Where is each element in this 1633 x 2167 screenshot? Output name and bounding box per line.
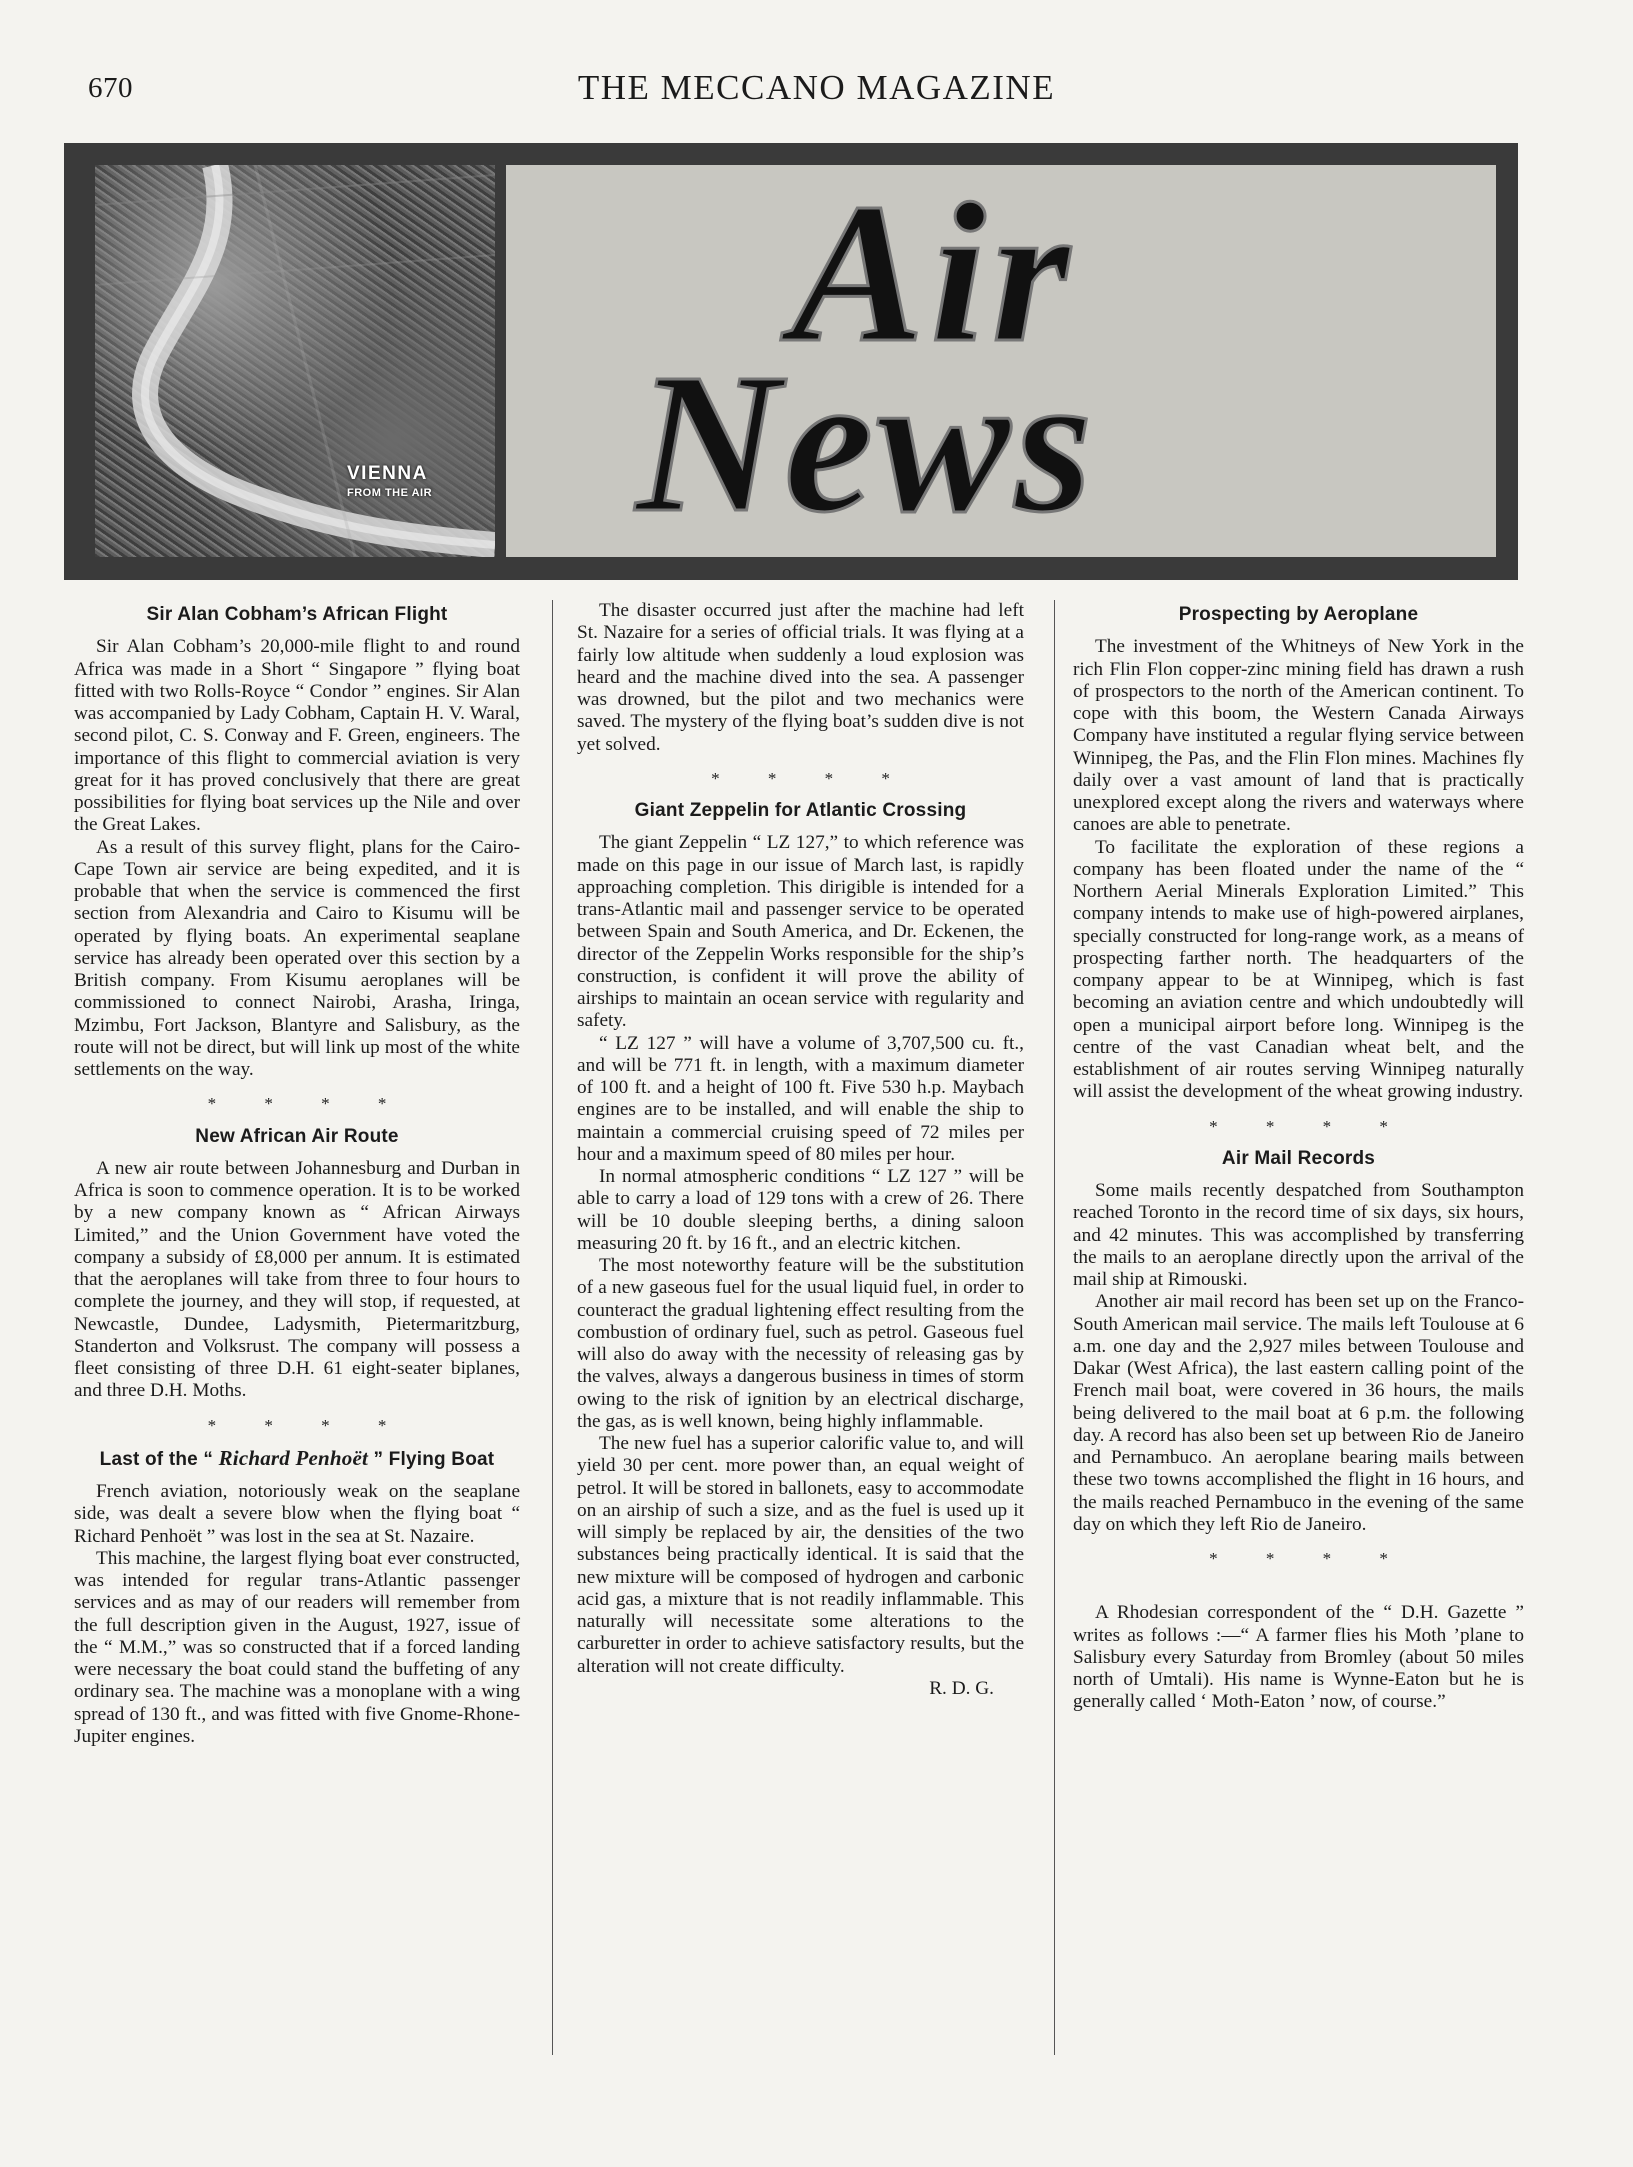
magazine-title: THE MECCANO MAGAZINE xyxy=(577,68,1056,107)
column-3 xyxy=(1073,600,1524,1714)
heading-italic-part: Richard Penhoët xyxy=(218,1445,369,1470)
article-heading: Air Mail Records xyxy=(1221,1147,1376,1169)
paragraph: The new fuel has a superior calorific value to, and will yield 30 per cent. more power than, an equal weight of petrol. It will be stored in ballonets, easy to accommodate on an airship of such a size, and as the fuel is used up it will simply be replaced by air, the densities of the two substances being practically identical. It is said that the new mixture will be composed of hydrogen and carbonic acid gas, a mixture that is not readily inflammable. This naturally will necessitate some alterations to the carburetter in order to achieve satisfactory results, but the alteration will not create difficulty. xyxy=(577,1433,1024,1677)
paragraph: The disaster occurred just after the machine had left St. Nazaire for a series of official trials. It was flying at a fairly low altitude when suddenly a loud explosion was heard and the machine dived into the sea. A passenger was drowned, but the pilot and two mechanics were saved. The mystery of the flying boat’s sudden dive is not yet solved. xyxy=(577,600,1024,755)
section-separator: * * * * xyxy=(207,1415,409,1435)
heading-part: Last of the “ xyxy=(99,1448,219,1470)
paragraph: Some mails recently despatched from Southampton reached Toronto in the record time of six days, six hours, and 42 minutes. This was accomplished by transferring the mails to an aeroplane directly upon the arrival of the mail ship at Rimouski. xyxy=(1073,1180,1524,1290)
section-separator: * * * * xyxy=(1209,1116,1410,1136)
section-separator: * * * * xyxy=(207,1094,409,1114)
article-heading xyxy=(74,1447,520,1471)
article-heading: New African Air Route xyxy=(195,1125,399,1147)
paragraph: In normal atmospheric conditions “ LZ 127 ” will be able to carry a load of 129 tons with a crew of 26. There will be 10 double sleeping berths, a dining saloon measuring 20 ft. by 16 ft., and an electric kitchen. xyxy=(577,1166,1024,1254)
article-heading: Giant Zeppelin for Atlantic Crossing xyxy=(634,800,967,821)
paragraph: As a result of this survey flight, plans for the Cairo-Cape Town air service are being expedited, and it is probable that when the service is commenced the first section from Alexandria and Cairo to Kisumu will be operated by flying boats. An experimental seaplane service has already been operated over this section by a British company. From Kisumu aeroplanes will be commissioned to connect Nairobi, Arasha, Iringa, Mzimbu, Fort Jackson, Blantyre and Salisbury, as the route will not be direct, but will link up most of the white settlements on the way. xyxy=(74,836,520,1080)
column-2 xyxy=(577,600,1024,1700)
vienna-aerial-photo xyxy=(95,165,495,557)
article-heading: Sir Alan Cobham’s African Flight xyxy=(146,604,448,625)
paragraph: “ LZ 127 ” will have a volume of 3,707,500 cu. ft., and will be 771 ft. in length, with a maximum diameter of 100 ft. and a height of 100 ft. Five 530 h.p. Maybach engines are to be installed, and will enable the ship to maintain a commercial cruising speed of 72 miles per hour and a maximum speed of 80 miles per hour. xyxy=(577,1032,1024,1165)
author-signature: R. D. G. xyxy=(929,1677,994,1699)
paragraph: This machine, the largest flying boat ever constructed, was intended for regular trans-Atlantic passenger services and as may of our readers will remember from the full description given in the August, 1927, issue of the “ M.M.,” was so constructed that if a forced landing were necessary the boat could stand the buffeting of any ordinary sea. The machine was a monoplane with a wing spread of 130 ft., and was fitted with five Gnome-Rhone-Jupiter engines. xyxy=(74,1547,520,1747)
paragraph: Sir Alan Cobham’s 20,000-mile flight to and round Africa was made in a Short “ Singapore ” flying boat fitted with two Rolls-Royce “ Condor ” engines. Sir Alan was accompanied by Lady Cobham, Captain H. V. Waral, second pilot, C. S. Conway and F. Green, engineers. The importance of this flight to commercial aviation is very great for it has proved conclusively that there are great possibilities for flying boat services up the Nile and over the Great Lakes. xyxy=(74,636,520,836)
section-separator: * * * * xyxy=(1209,1549,1410,1568)
paragraph: The giant Zeppelin “ LZ 127,” to which reference was made on this page in our issue of March last, is rapidly approaching completion. This dirigible is intended for a trans-Atlantic mail and passenger service to be operated between Spain and South America, and Dr. Eckenen, the director of the Zeppelin Works responsible for the ship’s construction, is confident it will prove the ability of airships to maintain an ocean service with regularity and safety. xyxy=(577,832,1024,1032)
photo-caption-title: VIENNA xyxy=(347,463,428,484)
section-separator: * * * * xyxy=(711,768,912,788)
spacer xyxy=(1073,1580,1524,1602)
paragraph: The most noteworthy feature will be the substitution of a new gaseous fuel for the usual liquid fuel, in order to counteract the gradual lightening effect resulting from the combustion of ordinary fuel, such as petrol. Gaseous fuel will also do away with the necessity of releasing gas by the valves, always a dangerous business in times of storm owing to the risk of ignition by an electrical discharge, the gas, as is well known, being highly inflammable. xyxy=(577,1255,1024,1432)
article-heading: Prospecting by Aeroplane xyxy=(1178,604,1419,625)
title-word-air: Air xyxy=(791,165,1076,384)
photo-caption-subtitle: FROM THE AIR xyxy=(347,487,433,499)
title-word-news: News xyxy=(636,333,1097,554)
paragraph: French aviation, notoriously weak on the seaplane side, was dealt a severe blow when the flying boat “ Richard Penhoët ” was lost in the sea at St. Nazaire. xyxy=(74,1481,520,1547)
column-divider xyxy=(552,600,553,2055)
page-number: 670 xyxy=(88,72,133,104)
air-news-banner xyxy=(64,143,1518,580)
paragraph: To facilitate the exploration of these regions a company has been floated under the name of the “ Northern Aerial Minerals Exploration Limited.” This company intends to make use of high-powered airplanes, specially constructed for long-range work, as a means of prospecting farther north. The headquarters of the company appear to be at Winnipeg, which is fast becoming an aviation centre and which undoubtedly will open a municipal airport before long. Winnipeg is the centre of the vast Canadian wheat belt, and the establishment of air routes serving Winnipeg naturally will assist the development of the wheat growing industry. xyxy=(1073,836,1524,1103)
column-divider xyxy=(1054,600,1055,2055)
heading-part: ” Flying Boat xyxy=(368,1448,495,1470)
paragraph: The investment of the Whitneys of New York in the rich Flin Flon copper-zinc mining field has drawn a rush of prospectors to the north of the American continent. To cope with this boom, the Western Canada Airways Company have instituted a regular flying service between Winnipeg, the Pas, and the Flin Flon mines. Machines fly daily over a vast amount of land that is practically unexplored except along the rivers and waterways where canoes are able to penetrate. xyxy=(1073,636,1524,836)
paragraph: Another air mail record has been set up on the Franco-South American mail service. The mails left Toulouse at 6 a.m. one day and the 2,927 miles between Toulouse and Dakar (West Africa), the last eastern calling point of the French mail boat, were covered in 36 hours, the mails being delivered to the mail boat at 6 p.m. the following day. A record has also been set up between Rio de Janeiro and Pernambuco. An aeroplane bearing mails between these two towns accomplished the flight in 16 hours, and the mails reached Pernambuco in the evening of the same day on which they left Rio de Janeiro. xyxy=(1073,1291,1524,1535)
paragraph: A new air route between Johannesburg and Durban in Africa is soon to commence operation. It is to be worked by a new company known as “ African Airways Limited,” and the Union Government have voted the company a subsidy of £8,000 per annum. It is estimated that the aeroplanes will take from three to four hours to complete the journey, and they will stop, if requested, at Newcastle, Dundee, Ladysmith, Pietermaritzburg, Standerton and Volksrust. The company will possess a fleet consisting of three D.H. 61 eight-seater biplanes, and three D.H. Moths. xyxy=(74,1157,520,1402)
paragraph: A Rhodesian correspondent of the “ D.H. Gazette ” writes as follows :—“ A farmer flies his Moth ’plane to Salisbury every Saturday from Bromley (about 50 miles north of Umtali). His name is Wynne-Eaton but he is generally called ‘ Moth-Eaton ’ now, of course.” xyxy=(1073,1602,1524,1713)
air-news-title-logo xyxy=(506,165,1496,557)
title-panel xyxy=(506,165,1496,557)
photo-caption xyxy=(347,463,477,499)
column-1 xyxy=(74,600,520,1748)
